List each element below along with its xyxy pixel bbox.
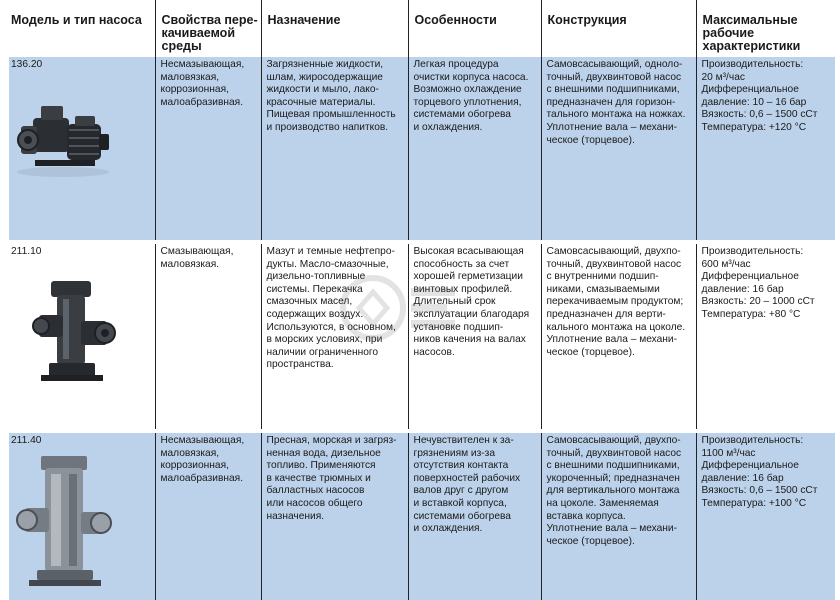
text-line: винтовых профилей. xyxy=(413,283,513,295)
purpose-cell xyxy=(261,57,408,242)
text-line: системы. Перекачка xyxy=(266,283,363,295)
text-line: красочные материалы. xyxy=(266,96,376,108)
text-line: с внутренними подшип- xyxy=(546,271,659,283)
construction-cell xyxy=(541,57,696,242)
text-line: маловязкая, xyxy=(160,447,220,459)
text-line: Уплотнение вала – механи- xyxy=(546,334,678,346)
text-line: маловязкая, xyxy=(160,71,220,83)
text-line: 600 м³/час xyxy=(701,258,751,270)
text-line: коррозионная, xyxy=(160,460,229,472)
properties-cell xyxy=(155,431,261,600)
model-number: 136.20 xyxy=(11,59,43,70)
text-line: Пресная, морская и загряз- xyxy=(266,435,397,446)
text-line: точный, двухвинтовой насос xyxy=(546,71,682,83)
text-line: системами обогрева xyxy=(413,109,511,121)
header-properties xyxy=(155,0,261,57)
text-line: содержащих воздух. xyxy=(266,308,364,320)
text-line: Температура: +100 °С xyxy=(701,497,807,509)
text-line: Самовсасывающий, двухпо- xyxy=(546,246,681,257)
header-model xyxy=(9,0,155,57)
text-line: Вязкость: 0,6 – 1500 сСт xyxy=(701,485,818,497)
text-line: балластных насосов xyxy=(266,485,365,497)
text-line: Несмазывающая, xyxy=(160,435,245,446)
text-line: 1100 м³/час xyxy=(701,447,756,459)
text-line: давление: 16 бар xyxy=(701,472,784,484)
text-line: Производительность: xyxy=(701,59,804,70)
text-line: качиваемой xyxy=(161,26,235,40)
features-cell xyxy=(408,242,541,431)
text-line: Температура: +80 °С xyxy=(701,308,801,320)
text-line: ческое (торцевое). xyxy=(546,346,635,358)
text-line: валов друг с другом xyxy=(413,485,509,497)
text-line: назначения. xyxy=(266,510,325,522)
text-line: в качестве трюмных и xyxy=(266,472,371,484)
construction-cell xyxy=(541,431,696,600)
text-line: Дифференциальное xyxy=(701,84,799,96)
text-line: Мазут и темные нефтепро- xyxy=(266,246,395,257)
model-cell xyxy=(9,242,155,431)
text-line: Легкая процедура xyxy=(413,59,499,70)
specs-cell xyxy=(696,431,835,600)
text-line: с внешними подшипниками, xyxy=(546,460,680,472)
text-line: кального монтажа на цоколе. xyxy=(546,321,686,333)
text-line: 20 м³/час xyxy=(701,71,745,83)
text-line: Вязкость: 0,6 – 1500 сСт xyxy=(701,109,818,121)
text-line: Вязкость: 20 – 1000 сСт xyxy=(701,296,815,308)
model-number: 211.10 xyxy=(11,246,42,257)
text-line: системами обогрева xyxy=(413,510,511,522)
model-number: 211.40 xyxy=(11,435,42,446)
text-line: грязнениям из-за xyxy=(413,447,496,459)
model-cell xyxy=(9,431,155,600)
text-line: Особенности xyxy=(414,13,497,27)
text-line: рабочие xyxy=(702,26,755,40)
text-line: очистки корпуса насоса. xyxy=(413,71,529,83)
text-line: характеристики xyxy=(702,39,801,53)
text-line: точный, двухвинтовой насос xyxy=(546,447,682,459)
specs-cell xyxy=(696,57,835,242)
header-features xyxy=(408,0,541,57)
model-cell xyxy=(9,57,155,242)
text-line: или насосов общего xyxy=(266,497,363,509)
text-line: дукты. Масло-смазочные, xyxy=(266,258,389,270)
text-line: Смазывающая, xyxy=(160,246,234,257)
table-row xyxy=(9,57,835,242)
text-line: Производительность: xyxy=(701,435,804,446)
text-line: установке подшип- xyxy=(413,321,504,333)
text-line: никами, смазываемыми xyxy=(546,283,660,295)
text-line: коррозионная, xyxy=(160,84,229,96)
text-line: Максимальные xyxy=(702,13,798,27)
text-line: насосов. xyxy=(413,346,455,358)
text-line: Дифференциальное xyxy=(701,271,799,283)
pump-vertical-inline-icon xyxy=(11,452,121,592)
text-line: Самовсасывающий, одноло- xyxy=(546,59,683,70)
text-line: на цоколе. Заменяемая xyxy=(546,497,659,509)
text-line: с внешними подшипниками, xyxy=(546,84,680,96)
features-cell xyxy=(408,431,541,600)
text-line: для вертикального монтажа xyxy=(546,485,680,497)
text-line: поверхностей рабочих xyxy=(413,472,521,484)
text-line: малоабразивная. xyxy=(160,472,244,484)
text-line: шлам, жиросодержащие xyxy=(266,71,383,83)
text-line: Температура: +120 °С xyxy=(701,121,807,133)
pump-horizontal-icon xyxy=(11,80,121,180)
text-line: Длительный срок xyxy=(413,296,496,308)
text-line: ческое (торцевое). xyxy=(546,535,635,547)
text-line: предназначен для горизон- xyxy=(546,96,676,108)
text-line: давление: 10 – 16 бар xyxy=(701,96,807,108)
properties-cell xyxy=(155,242,261,431)
text-line: перекачиваемым продуктом; xyxy=(546,296,684,308)
header-purpose xyxy=(261,0,408,57)
text-line: Возможно охлаждение xyxy=(413,84,522,96)
text-line: маловязкая. xyxy=(160,258,220,270)
text-line: Свойства пере- xyxy=(161,13,258,27)
text-line: укороченный; предназначен xyxy=(546,472,680,484)
text-line: Самовсасывающий, двухпо- xyxy=(546,435,681,446)
text-line: давление: 16 бар xyxy=(701,283,784,295)
text-line: жидкости и мыло, лако- xyxy=(266,84,379,96)
text-line: Производительность: xyxy=(701,246,804,257)
text-line: наличии ограниченного xyxy=(266,346,379,358)
text-line: Уплотнение вала – механи- xyxy=(546,121,678,133)
purpose-cell xyxy=(261,431,408,600)
text-line: Несмазывающая, xyxy=(160,59,245,70)
text-line: смазочных масел, xyxy=(266,296,353,308)
text-line: Модель и тип насоса xyxy=(11,13,142,27)
text-line: дизельно-топливные xyxy=(266,271,366,283)
text-line: пространства. xyxy=(266,359,334,371)
text-line: Нечувствителен к за- xyxy=(413,435,514,446)
text-line: Пищевая промышленность xyxy=(266,109,396,121)
text-line: отсутствия контакта xyxy=(413,460,509,472)
purpose-cell xyxy=(261,242,408,431)
text-line: ников качения на валах xyxy=(413,334,526,346)
text-line: Загрязненные жидкости, xyxy=(266,59,384,70)
header-specs xyxy=(696,0,835,57)
text-line: Используются, в основном, xyxy=(266,321,396,333)
table-row xyxy=(9,431,835,600)
text-line: ненная вода, дизельное xyxy=(266,447,381,459)
pump-vertical-icon xyxy=(21,273,131,393)
text-line: хорошей герметизации xyxy=(413,271,523,283)
text-line: Уплотнение вала – механи- xyxy=(546,523,678,535)
text-line: вставка корпуса. xyxy=(546,510,626,522)
text-line: и вставкой корпуса, xyxy=(413,497,507,509)
header-construction xyxy=(541,0,696,57)
text-line: Конструкция xyxy=(547,13,627,27)
text-line: среды xyxy=(161,39,202,53)
text-line: эксплуатации благодаря xyxy=(413,308,530,320)
text-line: и производство напитков. xyxy=(266,121,389,133)
features-cell xyxy=(408,57,541,242)
text-line: малоабразивная. xyxy=(160,96,244,108)
text-line: тального монтажа на ножках. xyxy=(546,109,686,121)
header-row xyxy=(9,0,835,57)
text-line: торцевого уплотнения, xyxy=(413,96,522,108)
text-line: ческое (торцевое). xyxy=(546,134,635,146)
text-line: Высокая всасывающая xyxy=(413,246,524,257)
text-line: Дифференциальное xyxy=(701,460,799,472)
text-line: и охлаждения. xyxy=(413,121,483,133)
text-line: и охлаждения. xyxy=(413,523,483,535)
properties-cell xyxy=(155,57,261,242)
text-line: предназначен для верти- xyxy=(546,308,666,320)
pump-spec-table xyxy=(9,0,835,600)
text-line: в морских условиях, при xyxy=(266,334,383,346)
text-line: способность за счет xyxy=(413,258,510,270)
text-line: топливо. Применяются xyxy=(266,460,376,472)
construction-cell xyxy=(541,242,696,431)
text-line: точный, двухвинтовой насос xyxy=(546,258,682,270)
table-row xyxy=(9,242,835,431)
specs-cell xyxy=(696,242,835,431)
text-line: Назначение xyxy=(267,13,341,27)
